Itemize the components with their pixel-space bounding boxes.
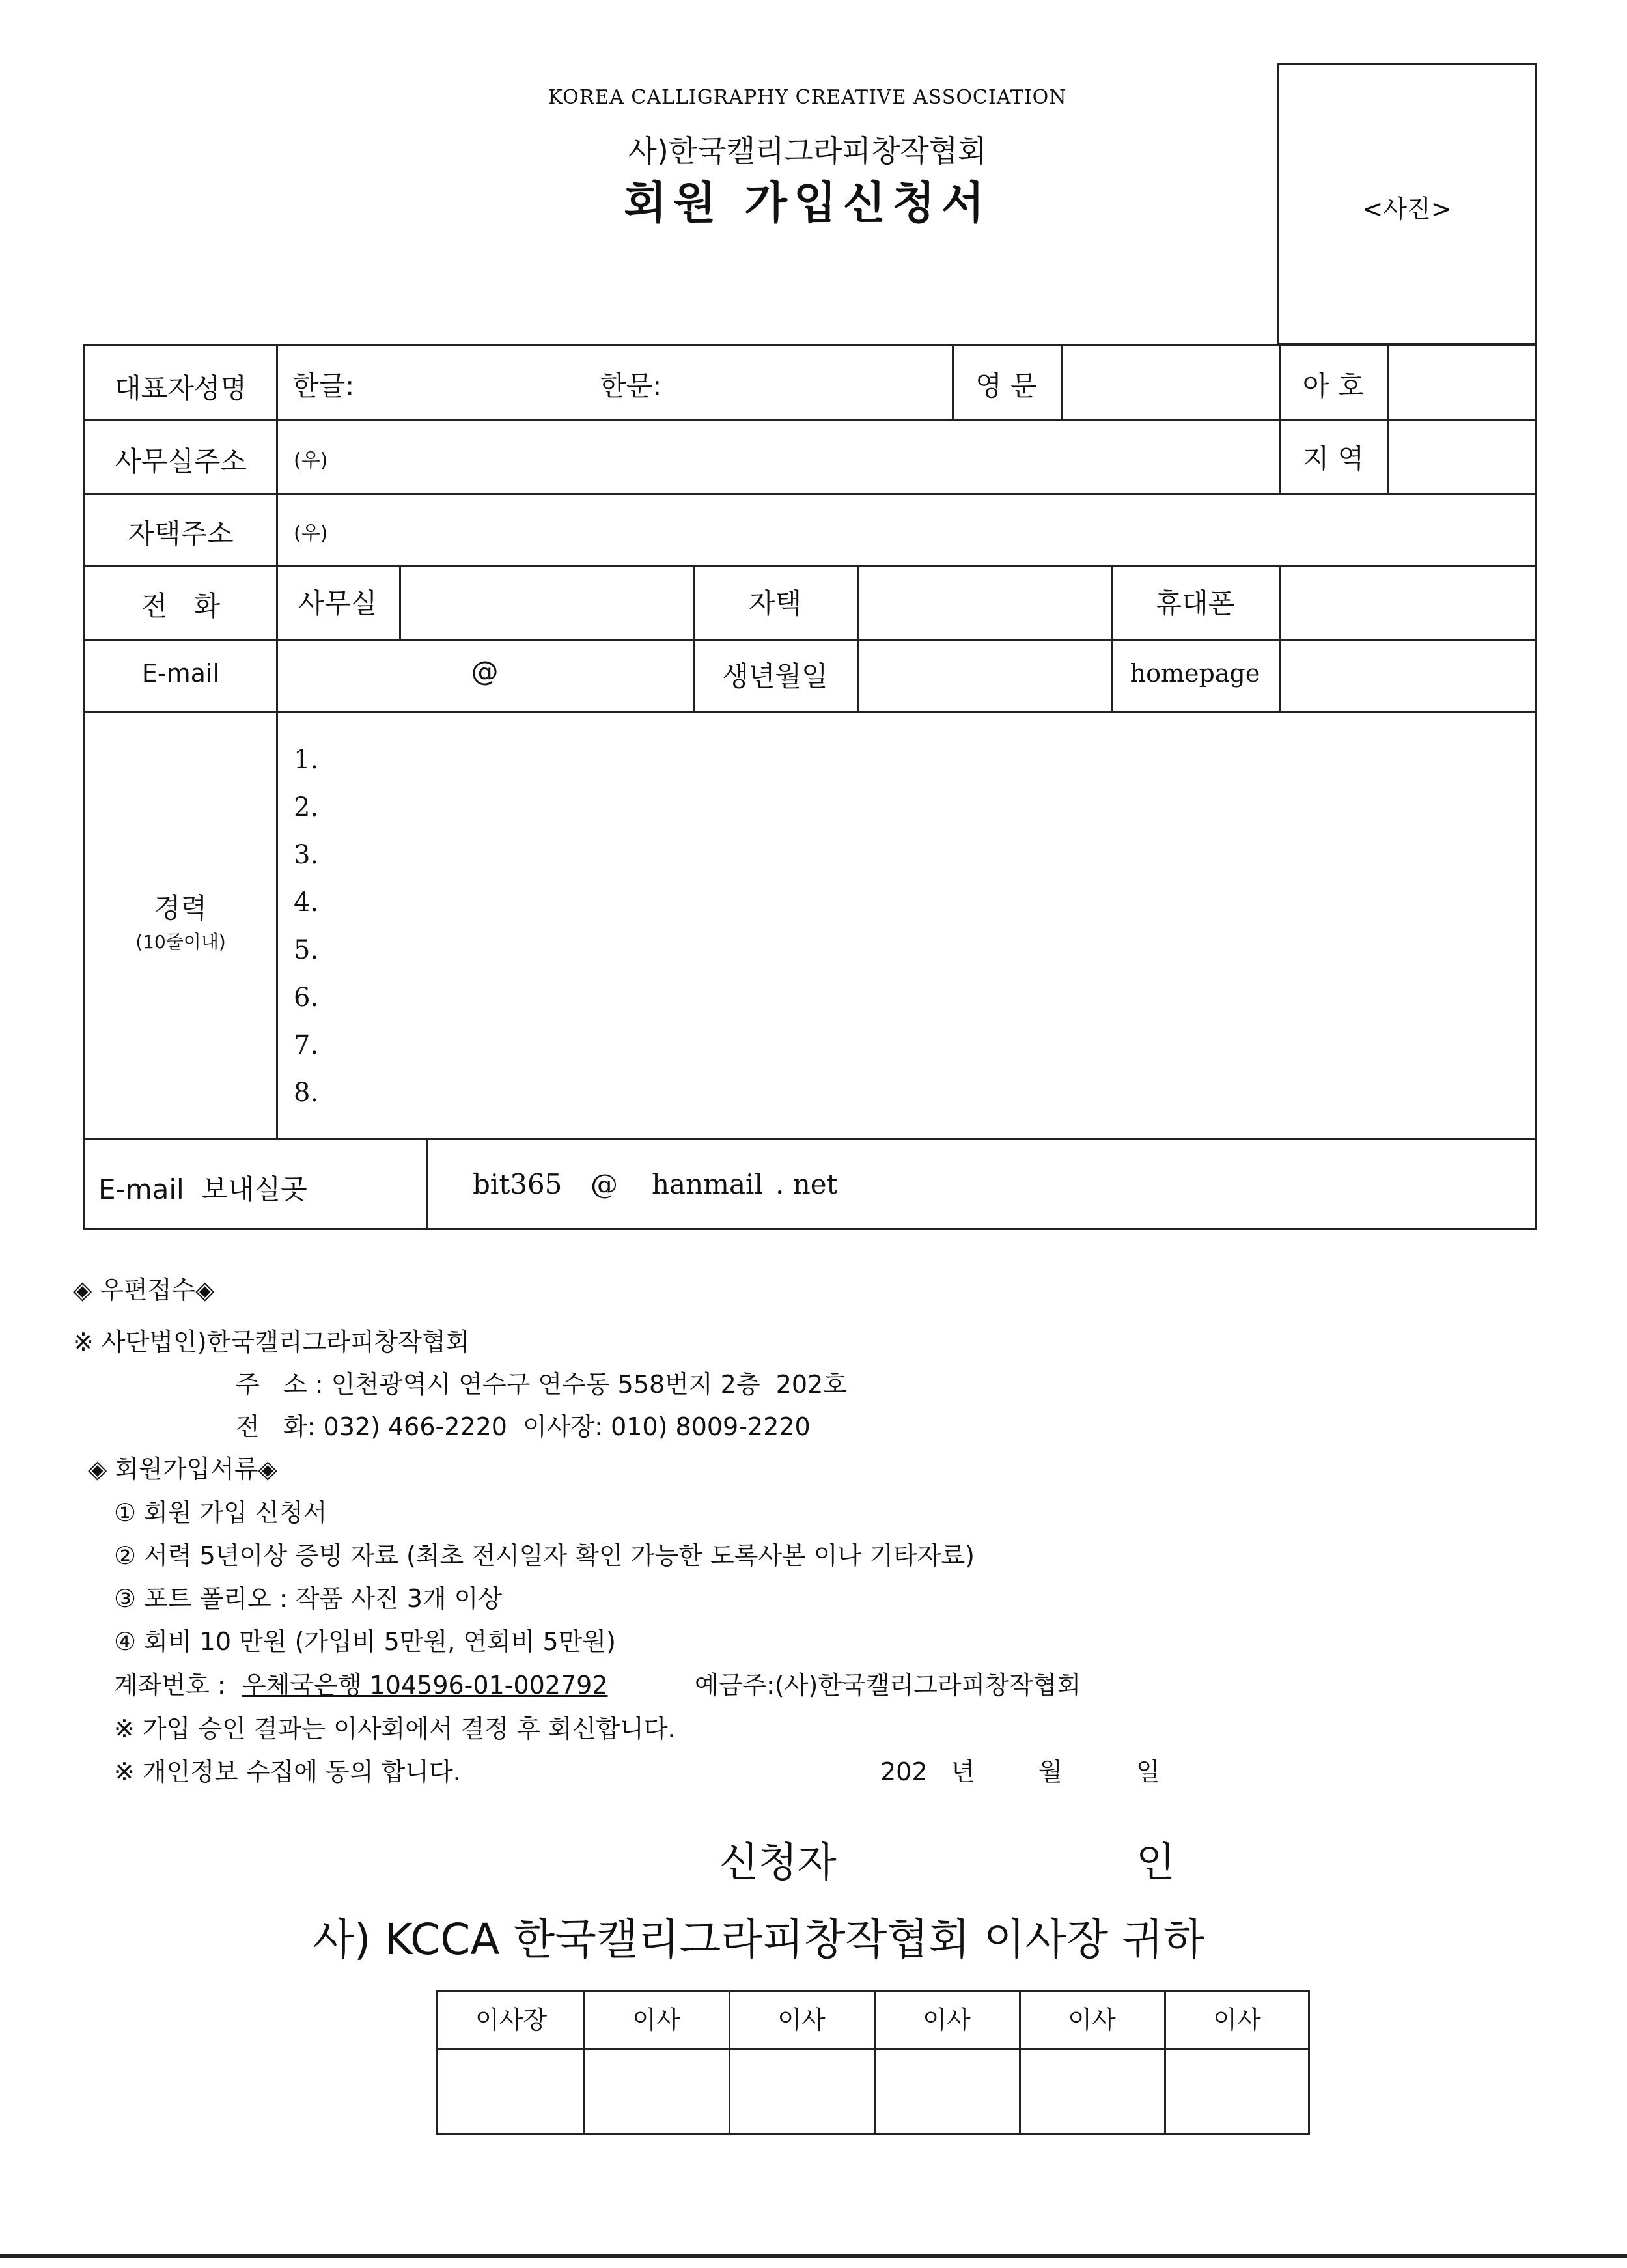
date-year: 202 년 [880, 1757, 975, 1786]
addressee-line: 사) KCCA 한국캘리그라피창작협회 이사장 귀하 [313, 1914, 1205, 1965]
application-form-table [83, 344, 1537, 1230]
send-email-at-sign: @ [591, 1168, 618, 1200]
hangul-name-label: 한글: [292, 370, 355, 402]
career-line-number: 3. [294, 840, 319, 870]
career-line-number: 5. [294, 935, 319, 965]
career-line-number: 6. [294, 983, 319, 1013]
rep-name-label: 대표자성명 [115, 372, 247, 404]
english-name-label: 영 문 [975, 370, 1037, 402]
account-label: 계좌번호 : [114, 1671, 226, 1700]
homepage-label: homepage [1130, 659, 1260, 688]
association-korean-name: 사)한국캘리그라피창작협회 [628, 133, 987, 169]
send-email-domain: hanmail [652, 1168, 763, 1200]
career-line-number: 7. [294, 1030, 319, 1060]
send-email-tld: . net [775, 1168, 838, 1200]
mobile-phone-label: 휴대폰 [1155, 587, 1235, 619]
home-address-label: 자택주소 [128, 518, 234, 550]
career-label: 경력 [154, 892, 208, 924]
approval-header-director: 이사 [777, 2006, 826, 2034]
approval-signature-table [436, 1990, 1310, 2135]
office-address-label: 사무실주소 [115, 445, 247, 477]
career-line-number: 4. [294, 888, 319, 917]
approval-header-director: 이사 [1213, 2006, 1261, 2034]
document-item: ① 회원 가입 신청서 [114, 1498, 327, 1527]
career-line-number: 8. [294, 1078, 319, 1108]
home-phone-label: 자택 [748, 587, 802, 619]
association-english-name: KOREA CALLIGRAPHY CREATIVE ASSOCIATION [548, 86, 1067, 109]
photo-box[interactable] [1277, 63, 1537, 344]
region-label: 지 역 [1302, 443, 1365, 475]
date-month: 월 [1038, 1757, 1063, 1786]
career-line-number: 2. [294, 792, 319, 822]
document-item: ③ 포트 폴리오 : 작품 사진 3개 이상 [114, 1584, 503, 1613]
photo-label: <사진> [1362, 195, 1452, 223]
office-postal-mark: (우) [294, 449, 328, 472]
account-number: 우체국은행 104596-01-002792 [242, 1671, 608, 1700]
account-holder: 예금주:(사)한국캘리그라피창작협회 [695, 1671, 1081, 1700]
document-item: ② 서력 5년이상 증빙 자료 (최초 전시일자 확인 가능한 도록사본 이나 기타자료) [114, 1541, 975, 1570]
page-title: 회원 가입신청서 [624, 178, 991, 229]
date-day: 일 [1136, 1757, 1160, 1786]
office-phone-label: 사무실 [298, 587, 378, 619]
documents-heading: ◈ 회원가입서류◈ [88, 1455, 277, 1483]
privacy-consent: ※ 개인정보 수집에 동의 합니다. [114, 1757, 461, 1786]
approval-notice: ※ 가입 승인 결과는 이사회에서 결정 후 회신합니다. [114, 1715, 676, 1743]
send-email-label: E-mail 보내실곳 [98, 1173, 307, 1205]
document-item: ④ 회비 10 만원 (가입비 5만원, 연회비 5만원) [114, 1627, 616, 1656]
approval-header-director: 이사 [632, 2006, 680, 2034]
send-email-local: bit365 [473, 1168, 563, 1200]
hanja-name-label: 한문: [600, 370, 662, 402]
email-at-sign: @ [471, 655, 499, 687]
bottom-border [0, 2254, 1627, 2258]
birth-date-label: 생년월일 [722, 660, 828, 692]
career-limit-note: (10줄이내) [135, 931, 226, 953]
email-label: E-mail [141, 659, 220, 688]
career-line-number: 1. [294, 745, 319, 775]
home-postal-mark: (우) [294, 522, 328, 545]
pen-name-label: 아 호 [1302, 370, 1365, 402]
approval-header-director: 이사 [1068, 2006, 1116, 2034]
phone-label: 전 화 [141, 590, 221, 622]
phone-line: 전 화: 032) 466-2220 이사장: 010) 8009-2220 [236, 1412, 811, 1441]
approval-header-chairman: 이사장 [475, 2006, 548, 2034]
mail-submission-heading: ◈ 우편접수◈ [73, 1276, 215, 1304]
approval-header-director: 이사 [923, 2006, 971, 2034]
address-line: 주 소 : 인천광역시 연수구 연수동 558번지 2층 202호 [236, 1370, 847, 1399]
organization-line: ※ 사단법인)한국캘리그라피창작협회 [73, 1328, 470, 1356]
seal-mark: 인 [1136, 1838, 1175, 1886]
applicant-label: 신청자 [719, 1838, 837, 1886]
